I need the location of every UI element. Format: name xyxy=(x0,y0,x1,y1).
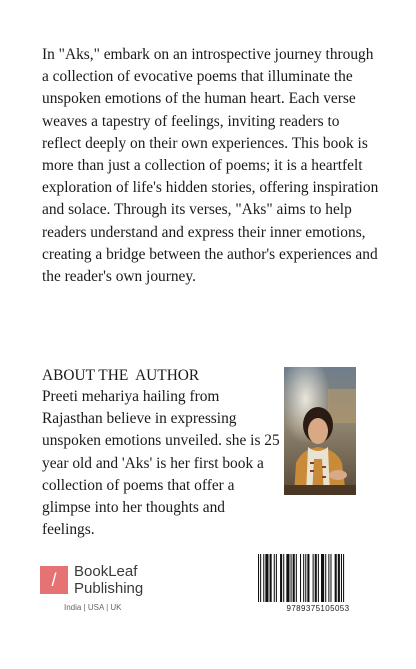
publisher-mark: / xyxy=(40,566,68,594)
author-bio: Preeti mehariya hailing from Rajasthan believe in expressing unspoken emotions unveiled. she is 25 year old and 'Aks' is her first book a collection of poems that offer a glimpse into her thoughts and feelings. xyxy=(42,388,280,539)
publisher-regions: India | USA | UK xyxy=(64,603,122,612)
isbn-number: 9789375105053 xyxy=(286,604,350,613)
author-photo xyxy=(284,367,356,495)
isbn-barcode xyxy=(254,550,382,620)
about-author-heading: ABOUT THE AUTHOR xyxy=(42,367,200,384)
publisher-logo xyxy=(40,563,180,626)
back-cover-blurb: In "Aks," embark on an introspective journey through a collection of evocative poems that illuminate the unspoken emotions of the human heart. Each verse weaves a tapestry of feelings, inviting readers to reflect deeply on their own experiences. This book is more than just a collection of poems; it is a heartfelt exploration of life's hidden stories, offering inspiration and solace. Through its verses, "Aks" aims to help readers understand and express their inner emotions, creating a bridge between the author's experiences and the reader's own journey. xyxy=(42,46,379,286)
publisher-name-line1: BookLeaf xyxy=(74,563,138,580)
publisher-name-line2: Publishing xyxy=(74,580,144,597)
publisher-name xyxy=(74,563,143,597)
barcode-bars xyxy=(258,554,378,602)
